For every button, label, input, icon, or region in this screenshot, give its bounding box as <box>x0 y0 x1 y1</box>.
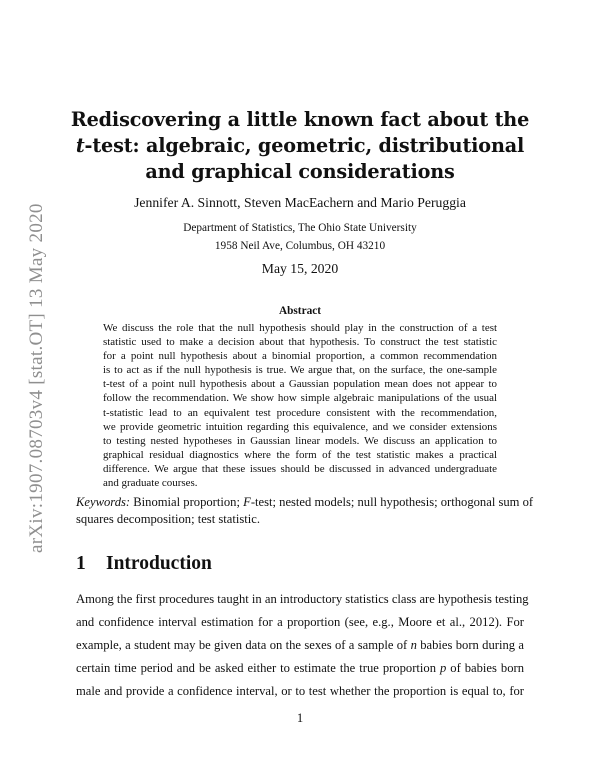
abstract-line: graphical residual diagnostics where the form of the test statistic makes a practical <box>103 448 497 461</box>
body-line: and confidence interval estimation for a proportion (see, e.g., Moore et al., 2012). For <box>76 615 524 629</box>
abstract-line: is to act as if the null hypothesis is true. We argue that, on the surface, the one-sample <box>103 364 497 377</box>
abstract-line: to testing nested hypotheses in Gaussian linear models. We discuss an application to <box>103 434 497 447</box>
body-line: Among the first procedures taught in an introductory statistics class are hypothesis testing <box>76 592 529 606</box>
keywords-label: Keywords: <box>76 495 131 509</box>
abstract-line: statistic used to make a decision about that hypothesis. To construct the test statistic <box>103 336 497 349</box>
affiliation-department: Department of Statistics, The Ohio State University <box>183 222 417 234</box>
affiliation <box>70 219 530 255</box>
abstract-line: t-test of a point null hypothesis about a Gaussian population mean does not appear to <box>103 378 497 391</box>
body-line: certain time period and be asked either to estimate the true proportion p of babies born <box>76 661 524 675</box>
affiliation-address: 1958 Neil Ave, Columbus, OH 43210 <box>214 240 386 252</box>
section-title: Introduction <box>106 553 212 574</box>
title-t-symbol: t <box>75 134 85 157</box>
math-n-symbol: n <box>410 638 417 652</box>
abstract-line: t-statistic lead to an equivalent test procedure consistent with the recommendation, <box>103 406 497 419</box>
abstract-line: We discuss the role that the null hypothesis should play in the construction of a test <box>103 322 497 334</box>
publication-date: May 15, 2020 <box>261 261 339 276</box>
abstract-line: difference. We argue that these issues should be discussed in advanced undergraduate <box>103 462 497 475</box>
arxiv-identifier: arXiv:1907.08703v4 [stat.OT] 13 May 2020 <box>26 203 47 553</box>
keywords-line-2: squares decomposition; test statistic. <box>76 512 260 526</box>
section-number: 1 <box>76 553 86 574</box>
abstract-line: we provide geometric intuition regarding this equivalence, and we consider extensions <box>103 420 497 433</box>
math-p-symbol: p <box>439 661 447 675</box>
paper-title <box>70 107 530 185</box>
title-line-2 <box>70 133 530 159</box>
title-line-3: and graphical considerations <box>145 160 455 183</box>
body-line: male and provide a confidence interval, or to test whether the proportion is equal to, for <box>76 684 524 698</box>
author-list: Jennifer A. Sinnott, Steven MacEachern and Mario Peruggia <box>134 195 466 210</box>
keywords-f-symbol: F <box>243 495 251 509</box>
abstract-line: follow the recommendation. We show how simple algebraic manipulations of the usual <box>103 392 497 405</box>
page-number: 1 <box>296 711 304 725</box>
abstract-line: and graduate courses. <box>103 477 198 490</box>
abstract-heading: Abstract <box>278 305 322 317</box>
abstract-body <box>103 321 497 490</box>
introduction-paragraph <box>76 588 529 703</box>
section-heading <box>76 553 212 575</box>
title-line-2-text: -test: algebraic, geometric, distributional <box>84 134 525 157</box>
keywords <box>76 494 534 528</box>
abstract-line: for a point null hypothesis about a binomial proportion, a common recommendation <box>103 350 497 363</box>
title-line-1: Rediscovering a little known fact about the <box>70 108 530 131</box>
keywords-line-1: Keywords: Binomial proportion; F-test; nested models; null hypothesis; orthogonal sum of <box>76 495 534 509</box>
body-line: example, a student may be given data on the sexes of a sample of n babies born during a <box>76 638 524 652</box>
